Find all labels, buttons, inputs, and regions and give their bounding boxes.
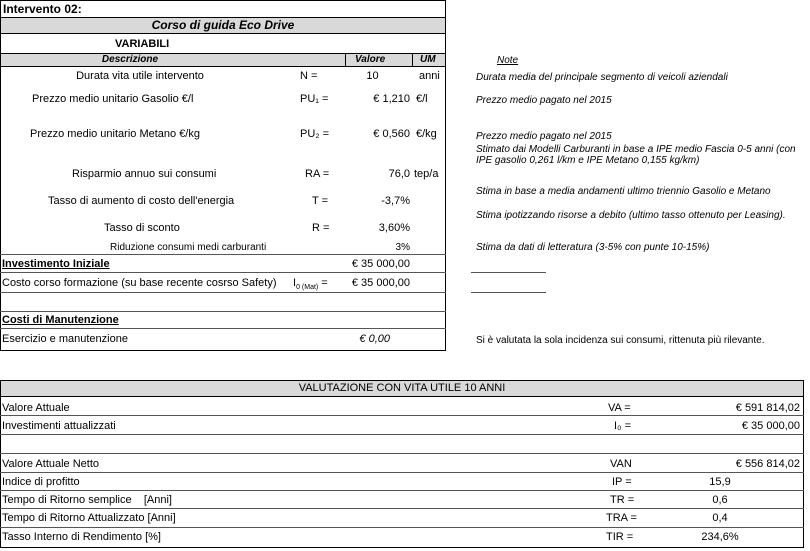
row-sym-tasso-aumento: T = <box>312 195 329 207</box>
row-um-risparmio: tep/a <box>414 168 439 180</box>
row-sym-metano: PU₂ = <box>300 128 330 140</box>
row-desc-tasso-sconto: Tasso di sconto <box>104 222 180 234</box>
row-desc-tasso-aumento: Tasso di aumento di costo dell'energia <box>48 195 235 207</box>
row-desc-durata: Durata vita utile intervento <box>76 70 204 82</box>
row-um-metano: €/kg <box>416 128 437 140</box>
val-row-label-tr: Tempo di Ritorno semplice [Anni] <box>2 494 172 506</box>
note-header: Note <box>497 55 519 66</box>
val-row-sym-tir: TIR = <box>606 531 634 543</box>
intervention-title: Intervento 02: <box>3 2 82 16</box>
val-row-label-ip: Indice di profitto <box>2 476 80 488</box>
val-row-sym-van: VAN <box>610 458 632 470</box>
manutenzione-title: Costi di Manutenzione <box>2 314 119 326</box>
row-note-gasolio: Prezzo medio pagato nel 2015 <box>476 95 612 106</box>
val-row-val-tr: 0,6 <box>712 494 728 506</box>
row-val-risparmio: 76,0 <box>388 168 410 180</box>
row-sym-tasso-sconto: R = <box>312 222 330 234</box>
val-row-label-van: Valore Attuale Netto <box>2 458 100 470</box>
row-desc-risparmio: Risparmio annuo sui consumi <box>72 168 217 180</box>
col-header-valore: Valore <box>355 54 386 65</box>
val-row-label-tir: Tasso Interno di Rendimento [%] <box>2 531 161 543</box>
row-note-tasso-sconto: Stima ipotizzando risorse a debito (ultimo tasso ottenuto per Leasing). <box>476 210 786 221</box>
val-row-label-inv: Investimenti attualizzati <box>2 420 116 432</box>
investimento-row-desc: Costo corso formazione (su base recente cosrso Safety) <box>2 277 277 289</box>
row-note-tasso-aumento: Stima in base a media andamenti ultimo triennio Gasolio e Metano <box>476 186 771 197</box>
val-row-sym-ip: IP = <box>612 476 632 488</box>
col-header-descrizione: Descrizione <box>101 54 159 65</box>
val-row-label-va: Valore Attuale <box>2 402 70 414</box>
row-note-riduzione: Stima da dati di letteratura (3-5% con punte 10-15%) <box>476 242 710 253</box>
val-row-sym-tra: TRA = <box>606 512 637 524</box>
row-note-durata: Durata media del principale segmento di veicoli aziendali <box>476 72 728 83</box>
val-row-label-tra: Tempo di Ritorno Attualizzato [Anni] <box>2 512 176 524</box>
row-val-gasolio: € 1,210 <box>373 93 410 105</box>
row-val-riduzione: 3% <box>395 242 410 253</box>
manutenzione-row-val: € 0,00 <box>359 333 390 345</box>
manutenzione-row-desc: Esercizio e manutenzione <box>2 333 128 345</box>
val-row-val-van: € 556 814,02 <box>735 458 800 470</box>
investimento-sym-eq: = <box>321 277 328 289</box>
investimento-sym-letter: I <box>293 277 297 289</box>
row-val-tasso-aumento: -3,7% <box>381 195 410 207</box>
row-um-durata: anni <box>419 70 440 82</box>
row-um-gasolio: €/l <box>416 93 428 105</box>
valutazione-title: VALUTAZIONE CON VITA UTILE 10 ANNI <box>298 382 506 394</box>
row-sym-risparmio: RA = <box>305 168 330 180</box>
investimento-row-val: € 35 000,00 <box>351 277 410 289</box>
row-val-metano: € 0,560 <box>373 128 410 140</box>
val-row-val-tra: 0,4 <box>712 512 728 524</box>
val-row-sym-tr: TR = <box>610 494 635 506</box>
investimento-sym-sub: 0 (Mat) <box>296 284 319 292</box>
manutenzione-note: Si è valutata la sola incidenza sui consumi, rittenuta più rilevante. <box>476 335 765 346</box>
row-val-tasso-sconto: 3,60% <box>378 222 410 234</box>
intervention-subtitle: Corso di guida Eco Drive <box>151 18 295 32</box>
investimento-title: Investimento Iniziale <box>2 258 110 270</box>
col-header-um: UM <box>420 54 436 65</box>
val-row-sym-va: VA = <box>608 402 631 414</box>
val-row-val-va: € 591 814,02 <box>735 402 800 414</box>
val-row-val-ip: 15,9 <box>709 476 731 488</box>
row-val-durata: 10 <box>366 70 379 82</box>
row-desc-riduzione: Riduzione consumi medi carburanti <box>110 242 267 253</box>
row-desc-metano: Prezzo medio unitario Metano €/kg <box>30 128 200 140</box>
val-row-sym-inv: I₀ = <box>614 420 632 432</box>
row-sym-gasolio: PU₁ = <box>300 93 329 105</box>
investimento-title-value: € 35 000,00 <box>351 258 410 270</box>
row-desc-gasolio: Prezzo medio unitario Gasolio €/l <box>32 93 194 105</box>
val-row-val-tir: 234,6% <box>701 531 739 543</box>
row-sym-durata: N = <box>300 70 318 82</box>
investimento-row-sym <box>293 277 328 291</box>
row-note-metano: Prezzo medio pagato nel 2015 <box>476 131 612 142</box>
variabili-label: VARIABILI <box>115 38 170 50</box>
row-note-risparmio: Stimato dai Modelli Carburanti in base a IPE medio Fascia 0-5 anni (con IPE gasolio 0,261 l/km e IPE Metano 0,155 kg/km) <box>476 144 796 166</box>
val-row-val-inv: € 35 000,00 <box>741 420 800 432</box>
